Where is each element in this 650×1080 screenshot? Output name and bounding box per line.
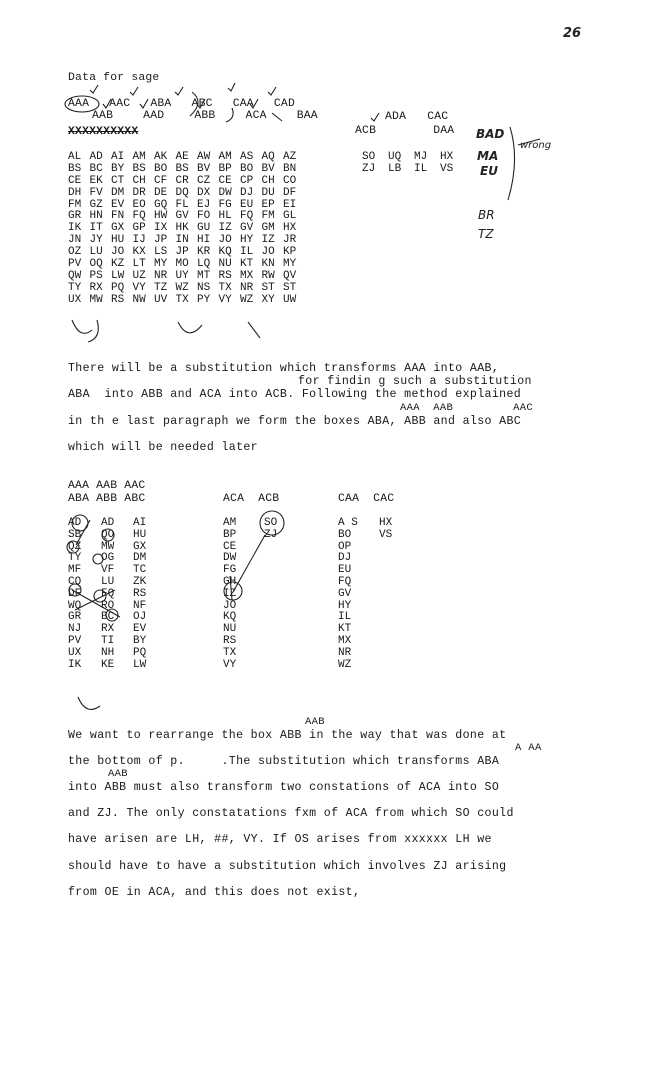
pair-grid-cell: KR <box>197 246 211 259</box>
box-entry: BC <box>101 611 115 624</box>
pair-grid-cell: TY <box>68 281 82 294</box>
para2-annot-2: A AA <box>515 742 542 754</box>
para1-line3: ABA into ABB and ACA into ACB. Following the method explained <box>68 388 522 401</box>
pair-grid-cell: JO <box>111 246 125 259</box>
pair-grid-cell: CP <box>240 174 254 187</box>
box-entry: DM <box>133 552 147 565</box>
pair-grid-cell: JY <box>89 234 103 247</box>
box-entry: NJ <box>68 623 82 636</box>
pair-grid-cell: DQ <box>175 186 189 199</box>
pair-grid-cell: MO <box>175 258 189 271</box>
box-entry: RX <box>101 623 115 636</box>
box-entry: SB <box>68 528 82 541</box>
pair-grid-cell: OQ <box>89 258 103 271</box>
box-entry: TY <box>68 552 82 565</box>
box-entry: DJ <box>338 552 352 565</box>
pair-grid-cell: IT <box>89 222 103 235</box>
para2-line2: the bottom of p. .The substitution which transforms ABA <box>68 755 500 768</box>
link-so-gh <box>230 535 265 600</box>
pair-grid-cell: EP <box>261 198 275 211</box>
pair-grid-cell: AD <box>89 151 103 163</box>
pair-grid-cell: TZ <box>154 281 168 294</box>
pair-grid-cell: FQ <box>132 210 146 223</box>
pair-grid-cell: HN <box>89 210 103 223</box>
bracket-box <box>78 697 100 709</box>
pair-grid-cell: DJ <box>240 186 254 199</box>
pair-grid-cell: CE <box>218 174 232 187</box>
box-entry: ZJ <box>264 528 278 541</box>
trigram-right-1: ADA CAC <box>385 111 449 123</box>
box-entry: OG <box>101 552 115 565</box>
pair-grid-cell: GQ <box>154 198 168 211</box>
pair-grid-cell: EK <box>89 174 103 187</box>
pair-grid-cell: AI <box>111 151 125 163</box>
pair-grid-cell: IJ <box>132 234 146 247</box>
pair-grid-cell: NR <box>240 281 254 294</box>
pair-grid-cell: AW <box>197 151 211 163</box>
pair-grid-cell: OZ <box>68 246 82 259</box>
box-entry: KE <box>101 658 115 671</box>
pair-grid-cell: PQ <box>111 281 125 294</box>
box-entry: VY <box>223 658 237 671</box>
box-entry: LU <box>101 575 115 588</box>
pair-grid-cell: FV <box>89 186 103 199</box>
struck-text: XXXXXXXXXX <box>68 126 139 138</box>
pair-grid-cell: HW <box>154 210 168 223</box>
pair-grid-cell: PS <box>89 269 103 282</box>
para2-annot-3: AAB <box>108 768 128 780</box>
pair-grid-cell: GV <box>175 210 189 223</box>
pair-grid-cell: UY <box>175 269 189 282</box>
box-entry: KT <box>338 623 352 636</box>
pair-grid-cell: MY <box>283 258 297 271</box>
side-grid-cell: ZJ <box>362 162 376 175</box>
para1-line5: in th e last paragraph we form the boxes ABA, ABB and also ABC <box>68 415 522 428</box>
pair-grid-cell: ST <box>261 281 275 294</box>
para2-line4: and ZJ. The only constatations fxm of ACA from which SO could <box>68 807 514 820</box>
pair-grid-cell: AZ <box>283 151 297 163</box>
pair-grid-cell: CT <box>111 174 125 187</box>
box-entry: BP <box>223 528 237 541</box>
pair-grid-cell: PY <box>197 293 211 306</box>
pair-grid-cell: KT <box>240 258 254 271</box>
pair-grid-cell: DR <box>132 186 146 199</box>
box-entry: NR <box>338 646 352 659</box>
page-number: 26 <box>563 26 582 41</box>
bad-arrow <box>518 139 540 145</box>
box-entry: A S <box>338 517 358 529</box>
para1-line2: for findin g such a substitution <box>298 375 532 388</box>
pair-grid-cell: RW <box>261 269 275 282</box>
pair-grid-cell: BV <box>197 162 211 175</box>
box-entry: BY <box>133 634 147 647</box>
para1-line1: There will be a substitution which transforms AAA into AAB, <box>68 362 500 375</box>
pair-grid-cell: TX <box>218 281 232 294</box>
bracket-mid <box>178 322 202 333</box>
strike-aca-baa <box>272 113 282 121</box>
box-entry: TI <box>101 634 115 647</box>
bracket-right <box>508 127 515 200</box>
para2-annot-1: AAB <box>305 716 325 728</box>
box-entry: JO <box>223 599 237 612</box>
pair-grid-cell: MT <box>197 269 211 282</box>
margin-note-br: BR <box>478 208 495 222</box>
box-entry: OJ <box>133 611 147 624</box>
circle-qo <box>102 529 114 541</box>
box-entry: ZK <box>133 575 147 588</box>
pair-grid-cell: LS <box>154 246 168 259</box>
pair-grid-cell: BS <box>132 162 146 175</box>
pair-grid-cell: IZ <box>218 222 232 235</box>
box-entry: TC <box>133 564 147 577</box>
pair-grid-cell: UZ <box>132 269 146 282</box>
pair-grid-cell: BV <box>261 162 275 175</box>
pair-grid-cell: GV <box>240 222 254 235</box>
pair-grid-cell: EO <box>132 198 146 211</box>
box-entry: PV <box>68 634 82 647</box>
pair-grid-cell: EU <box>240 198 254 211</box>
box-entry: QZ <box>68 540 82 553</box>
box-entry: VF <box>101 564 115 577</box>
pair-grid-cell: NW <box>132 293 146 306</box>
pair-grid-cell: CO <box>283 174 297 187</box>
trigram-right-2: ACB DAA <box>355 125 455 137</box>
box-entry: EV <box>133 623 147 636</box>
side-grid-cell: VS <box>440 162 454 175</box>
pair-grid-cell: IN <box>175 234 189 247</box>
pair-grid-cell: AK <box>154 151 168 163</box>
check-marks <box>90 83 379 121</box>
pair-grid-cell: XY <box>261 293 275 306</box>
pair-grid-cell: LT <box>132 258 146 271</box>
pair-grid-cell: DW <box>218 186 232 199</box>
box-entry: EU <box>338 564 352 577</box>
box-entry: RS <box>133 587 147 600</box>
pair-grid-cell: HX <box>283 222 297 235</box>
pair-grid-cell: LQ <box>197 258 211 271</box>
pair-grid-cell: QV <box>283 269 297 282</box>
box-entry: MX <box>338 634 352 647</box>
trigram-line-1: AAA AAC ABA ABC CAA CAD <box>68 98 295 110</box>
pair-grid-cell: BS <box>175 162 189 175</box>
pair-grid-cell: MX <box>240 269 254 282</box>
pair-grid-cell: KZ <box>111 258 125 271</box>
pair-grid-cell: FQ <box>240 210 254 223</box>
box-entry: SO <box>264 517 278 529</box>
margin-note-tz: TZ <box>478 227 494 241</box>
box-entry: OP <box>338 540 352 553</box>
box-header-left-1: AAA AAB AAC <box>68 480 146 492</box>
box-entry: TX <box>223 646 237 659</box>
pair-grid-cell: MY <box>154 258 168 271</box>
pair-grid-cell: EV <box>111 198 125 211</box>
para2-line6: should have to have a substitution which involves ZJ arising <box>68 860 507 873</box>
box-entry: BO <box>338 528 352 541</box>
para2-line1: We want to rearrange the box ABB in the way that was done at <box>68 729 507 742</box>
pair-grid-cell: BO <box>154 162 168 175</box>
pair-grid-cell: PV <box>68 258 82 271</box>
pair-grid-cell: AM <box>132 151 146 163</box>
box-entry: FQ <box>338 575 352 588</box>
pair-grid-cell: AE <box>175 151 189 163</box>
pair-grid-cell: DH <box>68 186 82 199</box>
box-entry: VS <box>379 528 393 541</box>
pair-grid-cell: VY <box>218 293 232 306</box>
pair-grid-cell: FO <box>197 210 211 223</box>
pair-grid-cell: KN <box>261 258 275 271</box>
cross-lines <box>72 517 120 617</box>
box-entry: RS <box>223 634 237 647</box>
pair-grid-cell: MW <box>89 293 103 306</box>
pair-grid-cell: JO <box>261 246 275 259</box>
box-entry: RO <box>101 599 115 612</box>
pair-grid-cell: HU <box>111 234 125 247</box>
arc-abb <box>226 108 233 122</box>
side-grid-cell: IL <box>414 162 428 175</box>
pair-grid-cell: HI <box>197 234 211 247</box>
para1-line4: AAA AAB AAC <box>400 402 534 414</box>
pair-grid-cell: FM <box>68 198 82 211</box>
pair-grid-cell: NU <box>218 258 232 271</box>
pair-grid-cell: DF <box>283 186 297 199</box>
pair-grid-cell: FL <box>175 198 189 211</box>
margin-note-eu: EU <box>480 164 498 178</box>
box-entry: AD <box>101 517 115 529</box>
side-grid-cell: MJ <box>414 151 428 163</box>
box-entry: PQ <box>133 646 147 659</box>
pair-grid-cell: BC <box>89 162 103 175</box>
trigram-line-2: AAB AAD ABB ACA BAA <box>92 110 318 122</box>
para1-line6: which will be needed later <box>68 441 258 454</box>
pair-grid-cell: UX <box>68 293 82 306</box>
pair-grid-cell: KQ <box>218 246 232 259</box>
box-entry: AI <box>133 517 147 529</box>
box-entry: CQ <box>68 575 82 588</box>
box-entry: NH <box>101 646 115 659</box>
box-entry: AD <box>68 517 82 529</box>
pair-grid-cell: GL <box>283 210 297 223</box>
margin-note-bad: BAD <box>476 127 505 141</box>
pair-grid-cell: AQ <box>261 151 275 163</box>
box-entry: QO <box>101 528 115 541</box>
circle-so <box>260 511 284 535</box>
box-entry: IK <box>68 658 82 671</box>
circle-og <box>93 554 103 564</box>
pair-grid-cell: VY <box>132 281 146 294</box>
box-entry: DW <box>223 552 237 565</box>
box-entry: KQ <box>223 611 237 624</box>
pair-grid-cell: AS <box>240 151 254 163</box>
margin-note-ma: MA <box>477 149 499 163</box>
circle-aaa <box>65 96 99 112</box>
pair-grid-cell: BN <box>283 162 297 175</box>
pair-grid-cell: AM <box>218 151 232 163</box>
pair-grid-cell: GZ <box>89 198 103 211</box>
box-entry: IL <box>338 611 352 624</box>
pair-grid-cell: CZ <box>197 174 211 187</box>
para2-line5: have arisen are LH, ##, VY. If OS arises from xxxxxx LH we <box>68 833 492 846</box>
box-header-left-2: ABA ABB ABC <box>68 493 146 505</box>
heading: Data for sage <box>68 72 160 84</box>
pair-grid-cell: KX <box>132 246 146 259</box>
pair-grid-cell: FN <box>111 210 125 223</box>
pair-grid-cell: LW <box>111 269 125 282</box>
pair-grid-cell: CH <box>132 174 146 187</box>
box-entry: MF <box>68 564 82 577</box>
box-entry: FG <box>223 564 237 577</box>
pair-grid-cell: GM <box>261 222 275 235</box>
pair-grid-cell: IZ <box>261 234 275 247</box>
pair-grid-cell: DE <box>154 186 168 199</box>
pair-grid-cell: WZ <box>175 281 189 294</box>
box-entry: MW <box>101 540 115 553</box>
pair-grid-cell: TX <box>175 293 189 306</box>
pair-grid-cell: GX <box>111 222 125 235</box>
box-entry: GH <box>223 575 237 588</box>
box-entry: UX <box>68 646 82 659</box>
pair-grid-cell: FG <box>218 198 232 211</box>
box-entry: NF <box>133 599 147 612</box>
pair-grid-cell: RS <box>218 269 232 282</box>
pair-grid-cell: JR <box>283 234 297 247</box>
box-entry: WQ <box>68 599 82 612</box>
box-header-mid: ACA ACB <box>223 493 280 505</box>
pair-grid-cell: HY <box>240 234 254 247</box>
pair-grid-cell: FM <box>261 210 275 223</box>
pair-grid-cell: CR <box>175 174 189 187</box>
pair-grid-cell: NR <box>154 269 168 282</box>
box-entry: HU <box>133 528 147 541</box>
pair-grid-cell: DX <box>197 186 211 199</box>
pair-grid-cell: QW <box>68 269 82 282</box>
arc-aba <box>190 92 198 116</box>
pair-grid-cell: BS <box>68 162 82 175</box>
pair-grid-cell: NS <box>197 281 211 294</box>
side-grid-cell: UQ <box>388 151 402 163</box>
pair-grid-cell: BO <box>240 162 254 175</box>
pair-grid-cell: GU <box>197 222 211 235</box>
pair-grid-cell: RX <box>89 281 103 294</box>
box-entry: NU <box>223 623 237 636</box>
box-entry: HY <box>338 599 352 612</box>
box-header-right: CAA CAC <box>338 493 395 505</box>
pair-grid-cell: CH <box>261 174 275 187</box>
pair-grid-cell: BP <box>218 162 232 175</box>
pair-grid-cell: JP <box>175 246 189 259</box>
pair-grid-cell: RS <box>111 293 125 306</box>
pair-grid-cell: DU <box>261 186 275 199</box>
box-entry: DF <box>68 587 82 600</box>
box-entry: AM <box>223 517 237 529</box>
pair-grid-cell: DM <box>111 186 125 199</box>
box-entry: FQ <box>101 587 115 600</box>
pair-grid-cell: AL <box>68 151 82 163</box>
pair-grid-cell: GP <box>132 222 146 235</box>
side-grid-cell: LB <box>388 162 402 175</box>
pair-grid-cell: JO <box>218 234 232 247</box>
pair-grid-cell: HL <box>218 210 232 223</box>
pair-grid-cell: JP <box>154 234 168 247</box>
box-entry: CE <box>223 540 237 553</box>
box-entry: IZ <box>223 587 237 600</box>
pair-grid-cell: IL <box>240 246 254 259</box>
pair-grid-cell: CE <box>68 174 82 187</box>
side-grid-cell: HX <box>440 151 454 163</box>
bracket-left <box>72 320 98 342</box>
pair-grid-cell: BY <box>111 162 125 175</box>
pair-grid-cell: EI <box>283 198 297 211</box>
pair-grid-cell: LU <box>89 246 103 259</box>
pair-grid-cell: UW <box>283 293 297 306</box>
para2-line3: into ABB must also transform two constations of ACA into SO <box>68 781 500 794</box>
para2-line7: from OE in ACA, and this does not exist, <box>68 886 361 899</box>
pair-grid-cell: HK <box>175 222 189 235</box>
pair-grid-cell: UV <box>154 293 168 306</box>
box-entry: HX <box>379 517 393 529</box>
pair-grid-cell: IK <box>68 222 82 235</box>
pair-grid-cell: ST <box>283 281 297 294</box>
box-entry: GV <box>338 587 352 600</box>
box-entry: GR <box>68 611 82 624</box>
pair-grid-cell: KP <box>283 246 297 259</box>
margin-note-wrong: wrong <box>520 140 552 151</box>
pair-grid-cell: WZ <box>240 293 254 306</box>
box-entry: LW <box>133 658 147 671</box>
pair-grid-cell: GR <box>68 210 82 223</box>
tick-low <box>248 322 260 338</box>
box-entry: GX <box>133 540 147 553</box>
pair-grid-cell: EJ <box>197 198 211 211</box>
side-grid-cell: SO <box>362 151 376 163</box>
pair-grid-cell: CF <box>154 174 168 187</box>
pair-grid-cell: IX <box>154 222 168 235</box>
box-entry: WZ <box>338 658 352 671</box>
pair-grid-cell: JN <box>68 234 82 247</box>
